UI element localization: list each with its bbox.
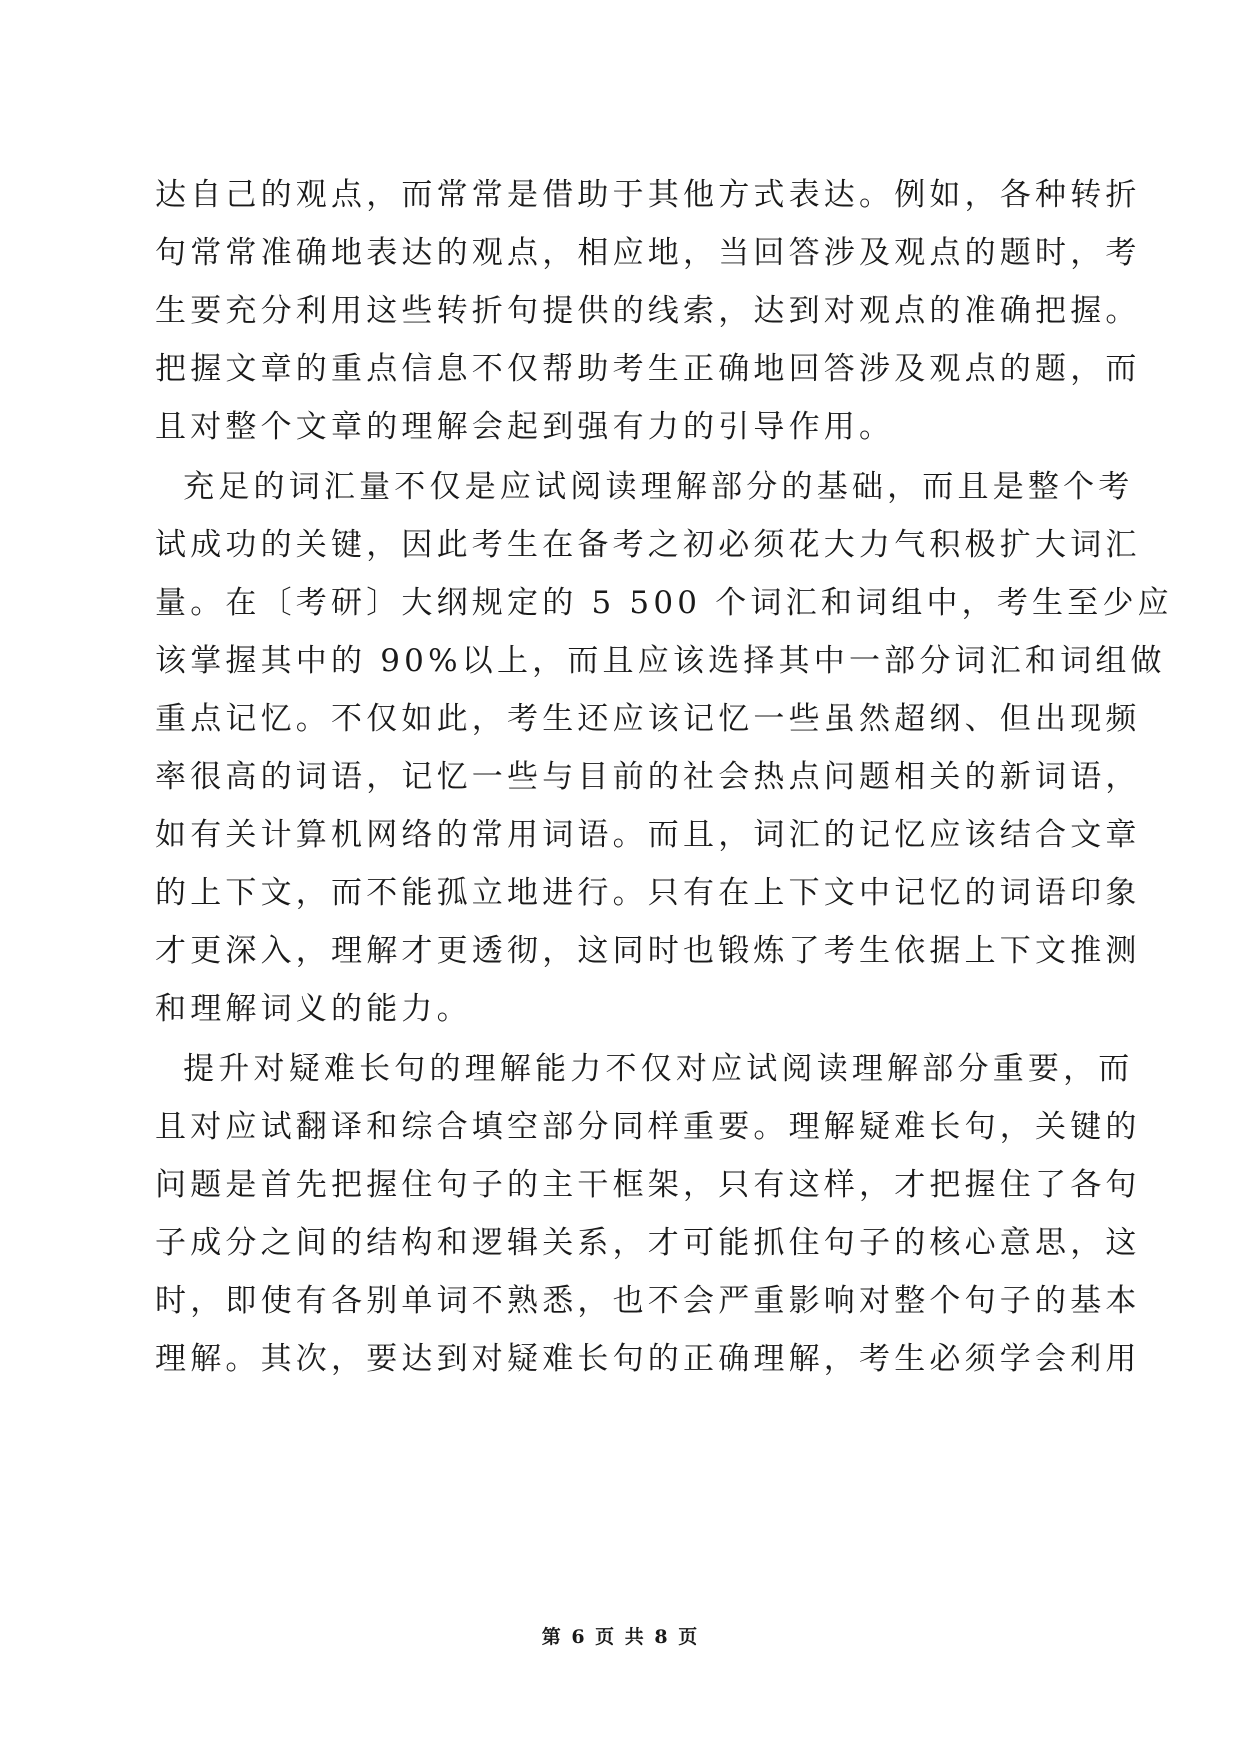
text-line: 理解。其次，要达到对疑难长句的正确理解，考生必须学会利用	[155, 1341, 1141, 1377]
text-line: 试成功的关键，因此考生在备考之初必须花大力气积极扩大词汇	[155, 527, 1141, 563]
text-line: 充足的词汇量不仅是应试阅读理解部分的基础，而且是整个考	[155, 469, 1134, 505]
text-line: 且对应试翻译和综合填空部分同样重要。理解疑难长句，关键的	[155, 1109, 1141, 1145]
page-number-footer: 第 6 页 共 8 页	[541, 1626, 700, 1648]
text-line: 提升对疑难长句的理解能力不仅对应试阅读理解部分重要，而	[155, 1051, 1134, 1087]
text-line: 和理解词义的能力。	[155, 991, 472, 1027]
text-line: 达自己的观点，而常常是借助于其他方式表达。例如，各种转折	[155, 177, 1141, 213]
text-line: 把握文章的重点信息不仅帮助考生正确地回答涉及观点的题，而	[155, 351, 1141, 387]
text-line: 句常常准确地表达的观点，相应地，当回答涉及观点的题时，考	[155, 235, 1141, 271]
text-line: 该掌握其中的 90%以上，而且应该选择其中一部分词汇和词组做	[155, 643, 1166, 679]
text-line: 如有关计算机网络的常用词语。而且，词汇的记忆应该结合文章	[155, 817, 1141, 853]
text-line: 子成分之间的结构和逻辑关系，才可能抓住句子的核心意思，这	[155, 1225, 1141, 1261]
text-line: 才更深入，理解才更透彻，这同时也锻炼了考生依据上下文推测	[155, 933, 1141, 969]
text-line: 且对整个文章的理解会起到强有力的引导作用。	[155, 409, 895, 445]
text-line: 生要充分利用这些转折句提供的线索，达到对观点的准确把握。	[155, 293, 1141, 329]
text-line: 量。在〔考研〕大纲规定的 5 500 个词汇和词组中，考生至少应	[155, 585, 1173, 621]
text-line: 重点记忆。不仅如此，考生还应该记忆一些虽然超纲、但出现频	[155, 701, 1141, 737]
body-text	[155, 166, 1173, 1388]
text-line: 的上下文，而不能孤立地进行。只有在上下文中记忆的词语印象	[155, 875, 1141, 911]
text-line: 率很高的词语，记忆一些与目前的社会热点问题相关的新词语，	[155, 759, 1141, 795]
text-line: 时，即使有各别单词不熟悉，也不会严重影响对整个句子的基本	[155, 1283, 1141, 1319]
text-line: 问题是首先把握住句子的主干框架，只有这样，才把握住了各句	[155, 1167, 1141, 1203]
